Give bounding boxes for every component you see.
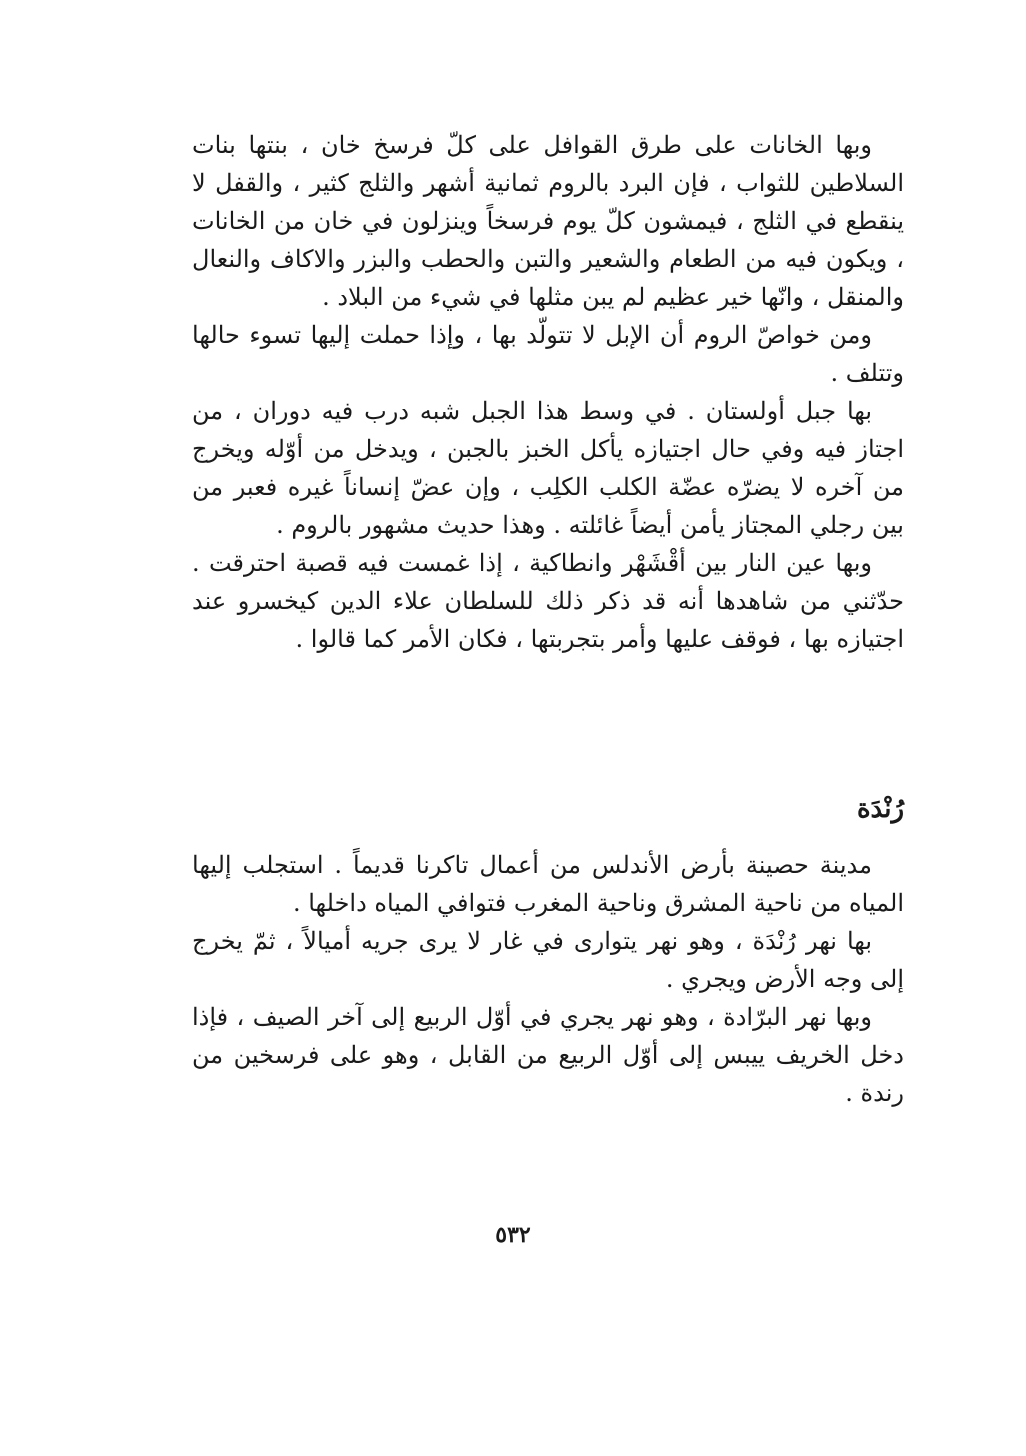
page-number: ٥٣٢ [495,1222,531,1248]
paragraph-khans: وبها الخانات على طرق القوافل على كلّ فرسخ خان ، بنتها بنات السلاطين للثواب ، فإن البرد بالروم ثمانية أشهر والثلج كثير ، والقفل لا ينقطع في الثلج ، فيمشون كلّ يوم فرسخاً وينزلون في خان من الخانات ، ويكون فيه من الطعام والشعير والتبن والحطب والبزر والاكاف والنعال والمنقل ، وانّها خير عظيم لم يبن مثلها في شيء من البلاد . [192,131,904,311]
paragraph-camels: ومن خواصّ الروم أن الإبل لا تتولّد بها ، وإذا حملت إليها تسوء حالها وتتلف . [192,321,904,387]
paragraph-ronda-river: بها نهر رُنْدَة ، وهو نهر يتوارى في غار لا يرى جريه أميالاً ، ثمّ يخرج إلى وجه الأرض ويجري . [192,927,904,993]
section-ronda-body [192,846,904,1112]
paragraph-ronda-city: مدينة حصينة بأرض الأندلس من أعمال تاكرنا قديماً . استجلب إليها المياه من ناحية المشرق وناحية المغرب فتوافي المياه داخلها . [192,851,904,917]
section-heading-ronda: رُنْدَة [856,794,904,824]
section-rum-body [192,126,904,658]
paragraph-fire-spring: وبها عين النار بين أقْشَهْر وانطاكية ، إذا غمست فيه قصبة احترقت . حدّثني من شاهدها أنه قد ذكر ذلك للسلطان علاء الدين كيخسرو عند اجتيازه بها ، فوقف عليها وأمر بتجربتها ، فكان الأمر كما قالوا . [192,549,904,653]
paragraph-barrada-river: وبها نهر البرّادة ، وهو نهر يجري في أوّل الربيع إلى آخر الصيف ، فإذا دخل الخريف ييبس إلى أوّل الربيع من القابل ، وهو على فرسخين من رندة . [192,1003,904,1107]
paragraph-mount-olestan: بها جبل أولستان . في وسط هذا الجبل شبه درب فيه دوران ، من اجتاز فيه وفي حال اجتيازه يأكل الخبز بالجبن ، ويدخل من أوّله ويخرج من آخره لا يضرّه عضّة الكلب الكلِب ، وإن عضّ إنساناً غيره فعبر من بين رجلي المجتاز يأمن أيضاً غائلته . وهذا حديث مشهور بالروم . [192,397,904,539]
